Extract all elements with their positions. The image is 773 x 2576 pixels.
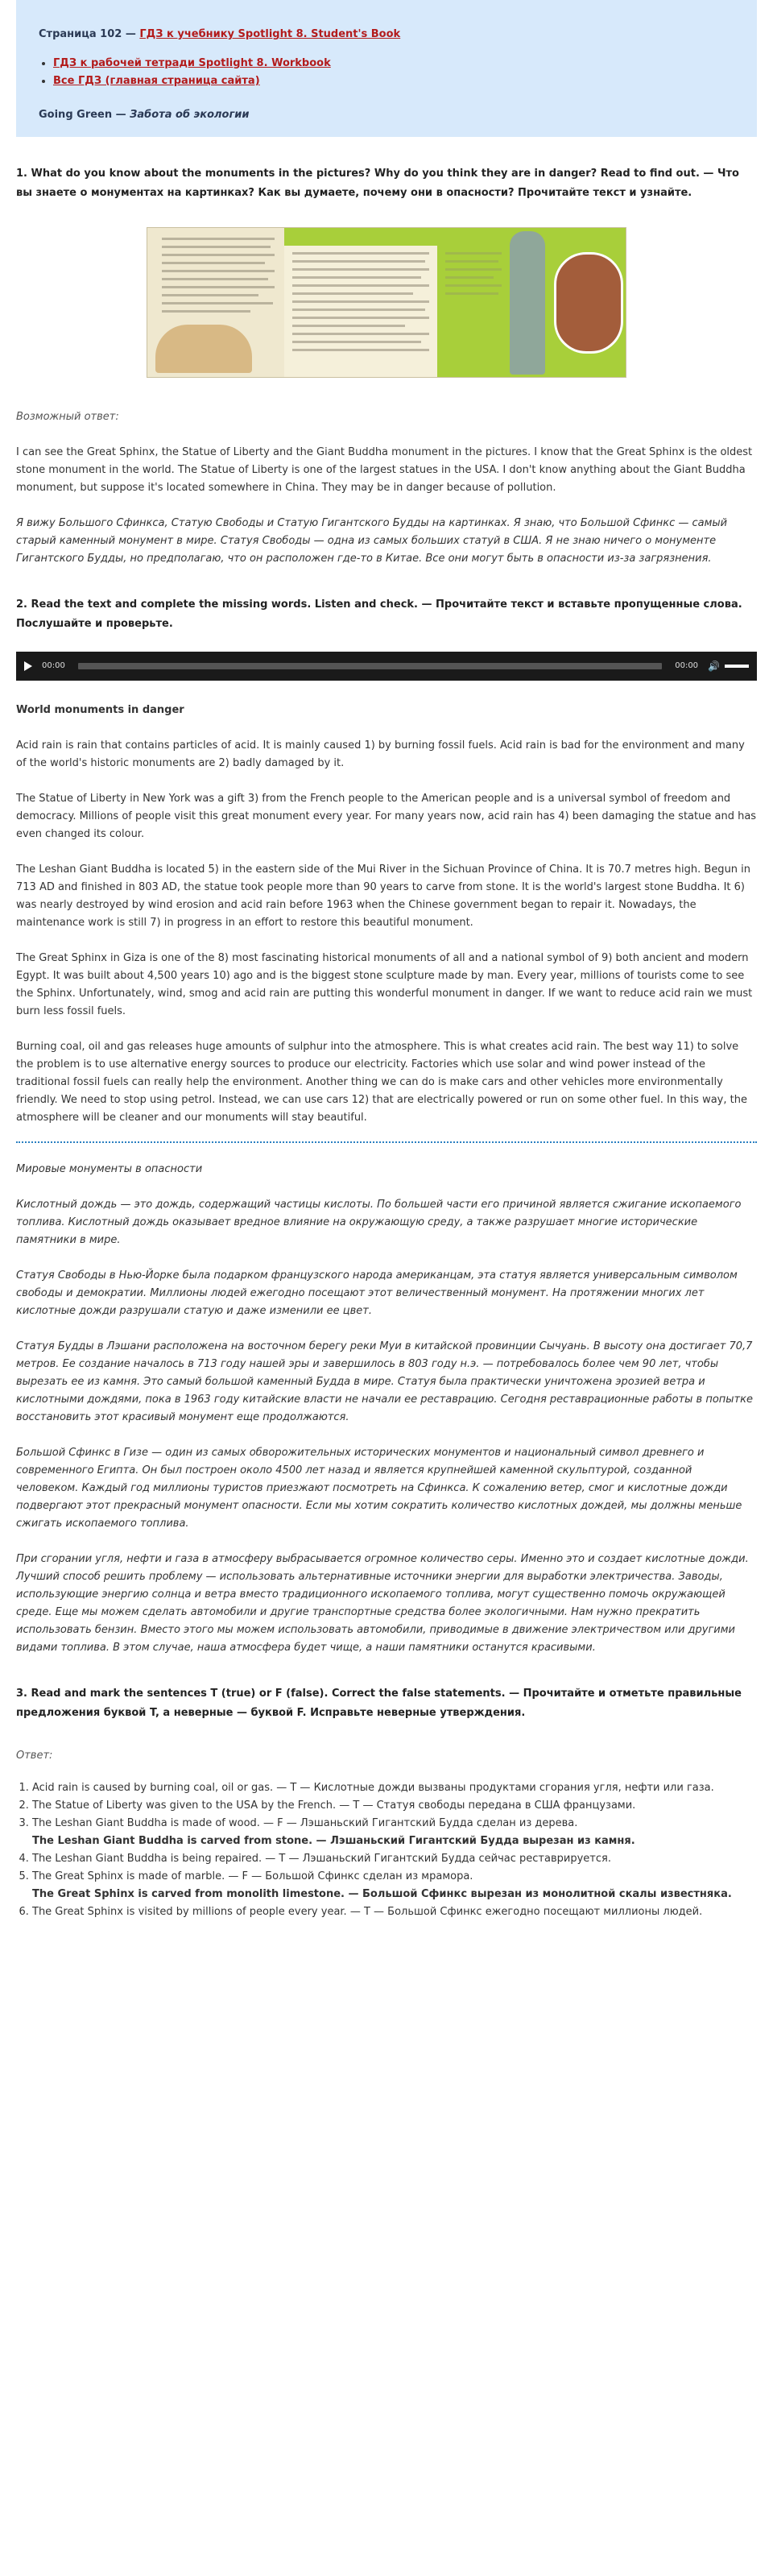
- text-paragraph: The Great Sphinx in Giza is one of the 8) most fascinating historical monuments of all and a national symbol of 9) both ancient and modern Egypt. It was built about 4,500 years 10) ago and is the biggest stone sculpture made by man. Every year, millions of tourists come to see the Sphinx. Unfortunately, wind, smog and acid rain are putting this wonderful monument in danger. If we want to reduce acid rain we must burn less fossil fuels.: [16, 952, 753, 1017]
- task1-answer-ru: Я вижу Большого Сфинкса, Статую Свободы и Статую Гигантского Будды на картинках. Я знаю, что Большой Сфинкс — самый старый каменный монумент в мире. Статуя Свободы — одна из самых больших статуй в США. Я не знаю ничего о монументе Гигантского Будды, но предполагаю, что он расположен где-то в Китае. Все они могут быть в опасности из-за загрязнения.: [16, 517, 728, 565]
- answer-item: [32, 1779, 757, 1797]
- statue-of-liberty-picture: [510, 231, 545, 375]
- answer-item: [32, 1868, 757, 1903]
- answer-item: [32, 1797, 757, 1815]
- audio-player: [16, 652, 757, 681]
- sphinx-picture: [155, 325, 252, 373]
- play-icon[interactable]: [24, 661, 32, 671]
- answer-item: [32, 1850, 757, 1868]
- nav-link-item: [53, 55, 741, 72]
- answer-text: The Statue of Liberty was given to the USA by the French. — T — Статуя свободы передана в США французами.: [32, 1799, 636, 1812]
- audio-current-time: 00:00: [42, 661, 65, 670]
- audio-duration: 00:00: [675, 661, 699, 670]
- answer-text: The Great Sphinx is made of marble. — F — Большой Сфинкс сделан из мрамора.: [32, 1870, 473, 1882]
- answer-text: The Great Sphinx is visited by millions of people every year. — T — Большой Сфинкс ежегодно посещают миллионы людей.: [32, 1906, 703, 1918]
- divider: [16, 1141, 757, 1143]
- audio-progress-bar[interactable]: [78, 663, 662, 669]
- topic-heading: [39, 106, 741, 124]
- possible-answer-label: Возможный ответ:: [16, 411, 119, 423]
- task3-question: 3. Read and mark the sentences T (true) or F (false). Correct the false statements. — Прочитайте и отметьте правильные предложения буквой T, а неверные — буквой F. Исправьте неверные утверждения.: [16, 1688, 742, 1719]
- topic-en: Going Green —: [39, 109, 130, 121]
- translation-title: Мировые монументы в опасности: [16, 1163, 203, 1175]
- answer-item: [32, 1903, 757, 1921]
- answer-text: The Leshan Giant Buddha is made of wood. — F — Лэшаньский Гигантский Будда сделан из дерева.: [32, 1817, 578, 1829]
- translation-paragraph: Статуя Будды в Лэшани расположена на восточном берегу реки Муи в китайской провинции Сычуань. В высоту она достигает 70,7 метров. Ее создание началось в 713 году нашей эры и завершилось в 803 году н.э. — потребовалось более чем 90 лет, чтобы вырезать ее из камня. Это самый большой каменный Будда в мире. Статуя была практически уничтожена эрозией ветра и кислотными дождями, пока в 1963 году китайские власти не начали ее реставрацию. Сегодня реставрационные работы в попытке восстановить этот красивый монумент еще продолжаются.: [16, 1340, 753, 1423]
- students-book-link[interactable]: ГДЗ к учебнику Spotlight 8. Student's Book: [139, 28, 401, 40]
- navigation-box: [16, 0, 757, 137]
- answer-correction: The Leshan Giant Buddha is carved from stone. — Лэшаньский Гигантский Будда вырезан из камня.: [32, 1835, 635, 1847]
- task2-question: 2. Read the text and complete the missing words. Listen and check. — Прочитайте текст и вставьте пропущенные слова. Послушайте и проверьте.: [16, 598, 742, 630]
- volume-slider[interactable]: [725, 665, 749, 668]
- task1-answer-en: I can see the Great Sphinx, the Statue of Liberty and the Giant Buddha monument in the pictures. I know that the Great Sphinx is the oldest stone monument in the world. The Statue of Liberty is one of the largest statues in the USA. I don't know anything about the Giant Buddha monument, but suppose it's located somewhere in China. They may be in danger because of pollution.: [16, 446, 753, 494]
- topic-ru: Забота об экологии: [130, 109, 250, 121]
- answer-text: Acid rain is caused by burning coal, oil or gas. — T — Кислотные дожди вызваны продуктами сгорания угля, нефти или газа.: [32, 1782, 714, 1794]
- translation-paragraph: Большой Сфинкс в Гизе — один из самых обворожительных исторических монументов и национальный символ древнего и современного Египта. Он был построен около 4500 лет назад и является крупнейшей каменной скульптурой, созданной человеком. Каждый год миллионы туристов приезжают посмотреть на Сфинкса. К сожалению ветер, смог и кислотные дожди подвергают этот прекрасный монумент опасности. Если мы хотим сократить количество кислотных дождей, мы должны меньше сжигать ископаемого топлива.: [16, 1447, 742, 1530]
- answer-label: Ответ:: [16, 1750, 53, 1762]
- text-title: World monuments in danger: [16, 704, 184, 716]
- monuments-textbook-image: [147, 227, 626, 378]
- task1-question: 1. What do you know about the monuments in the pictures? Why do you think they are in danger? Read to find out. — Что вы знаете о монументах на картинках? Как вы думаете, почему они в опасности? Прочитайте текст и узнайте.: [16, 168, 739, 199]
- page-label: Страница 102 —: [39, 28, 140, 40]
- text-paragraph: The Leshan Giant Buddha is located 5) in the eastern side of the Mui River in the Sichuan Province of China. It is 70.7 metres high. Begun in 713 AD and finished in 803 AD, the statue took people more than 90 years to carve from stone. It is the world's largest stone Buddha. It 6) was nearly destroyed by wind erosion and acid rain before 1963 when the Chinese government began to repair it. Nowadays, the maintenance work is still 7) in progress in an effort to restore this beautiful monument.: [16, 863, 751, 929]
- text-paragraph: Burning coal, oil and gas releases huge amounts of sulphur into the atmosphere. This is what creates acid rain. The best way 11) to solve the problem is to use alternative energy sources to produce our electricity. Factories which use solar and wind power instead of the traditional fossil fuels can really help the environment. Another thing we can do is make cars and other vehicles more environmentally friendly. We need to stop using petrol. Instead, we can use cars 12) that are electrically powered or run on some other fuel. In this way, the atmosphere will be cleaner and our monuments will stay beautiful.: [16, 1041, 747, 1124]
- answers-list: [16, 1779, 757, 1921]
- answer-text: The Leshan Giant Buddha is being repaired. — T — Лэшаньский Гигантский Будда сейчас реставрируется.: [32, 1853, 611, 1865]
- translation-paragraph: Статуя Свободы в Нью-Йорке была подарком французского народа американцам, эта статуя является универсальным символом свободы и демократии. Миллионы людей ежегодно посещают этот величественный монумент. На протяжении многих лет кислотные дожди разрушали статую и даже изменили ее цвет.: [16, 1269, 738, 1317]
- answer-correction: The Great Sphinx is carved from monolith limestone. — Большой Сфинкс вырезан из монолитной скалы известняка.: [32, 1888, 732, 1900]
- nav-link-item: [53, 72, 741, 90]
- workbook-link[interactable]: ГДЗ к рабочей тетради Spotlight 8. Workbook: [53, 57, 331, 69]
- translation-paragraph: Кислотный дождь — это дождь, содержащий частицы кислоты. По большей части его причиной является сжигание ископаемого топлива. Кислотный дождь оказывает вредное влияние на окружающую среду, а также разрушает многие исторические памятники в мире.: [16, 1199, 742, 1246]
- answer-item: [32, 1815, 757, 1850]
- text-paragraph: The Statue of Liberty in New York was a gift 3) from the French people to the American people and is a universal symbol of freedom and democracy. Millions of people visit this great monument every year. For many years now, acid rain has 4) been damaging the statue and has even changed its colour.: [16, 793, 757, 840]
- giant-buddha-picture: [554, 252, 623, 354]
- text-paragraph: Acid rain is rain that contains particles of acid. It is mainly caused 1) by burning fossil fuels. Acid rain is bad for the environment and many of the world's historic monuments are 2) badly damaged by it.: [16, 739, 745, 769]
- nav-links: [39, 55, 741, 90]
- banner-wrap: [16, 227, 757, 384]
- all-gdz-link[interactable]: Все ГДЗ (главная страница сайта): [53, 75, 260, 87]
- translation-paragraph: При сгорании угля, нефти и газа в атмосферу выбрасывается огромное количество серы. Именно это и создает кислотные дожди. Лучший способ решить проблему — использовать альтернативные источники энергии для выработки электричества. Заводы, использующие энергию солнца и ветра вместо традиционного ископаемого топлива, могут существенно помочь окружающей среде. Еще мы можем сделать автомобили и другие транспортные средства более экологичными. Нам нужно прекратить использовать бензин. Вместо этого мы можем использовать автомобили, приводимые в движение электричеством или другими видами топлива. В этом случае, наша атмосфера будет чище, а наши памятники останутся красивыми.: [16, 1553, 749, 1654]
- nav-page-row: [39, 26, 741, 43]
- volume-icon[interactable]: 🔊: [708, 661, 720, 672]
